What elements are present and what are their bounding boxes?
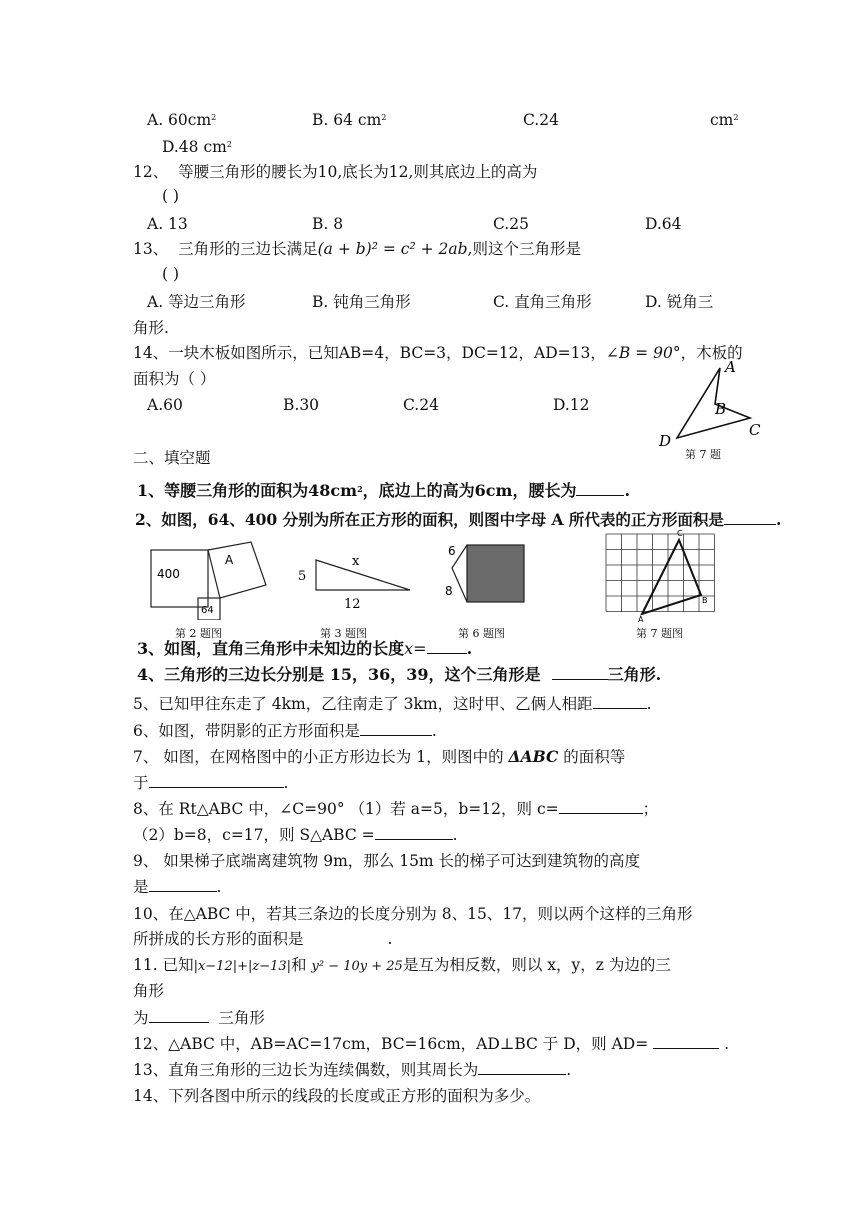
fill-q11: 11. 已知|x−12|+|z−13|和 y² − 10y + 25是互为相反数，则以 x，y，z 为边的三: [133, 956, 671, 974]
fill-q9-line2: 是 .: [133, 878, 222, 896]
fill-q6: 6、如图，带阴影的正方形面积是 .: [133, 722, 437, 740]
answer-blank[interactable]: [576, 481, 624, 496]
label-a: A: [725, 358, 736, 376]
fig3-triangle: [292, 550, 422, 615]
answer-blank[interactable]: [427, 639, 467, 654]
fill-q2: 2、如图，64、400 分别为所在正方形的面积，则图中字母 A 所代表的正方形面积是 .: [135, 510, 782, 529]
answer-blank[interactable]: [653, 1034, 719, 1049]
triangle-abc: [642, 540, 701, 614]
section-title: 二、填空题: [133, 449, 211, 467]
grid-lines: [606, 534, 715, 612]
q14-option-d: D.12: [553, 396, 590, 414]
fill-q8-line2: （2）b=8，c=17，则 S△ABC = .: [133, 826, 458, 844]
label-8: 8: [445, 584, 453, 598]
q13-option-c: C. 直角三角形: [493, 293, 592, 311]
fill-q1: 1、等腰三角形的面积为$48cm^2$，底边上的高为6cm，腰长为 .: [137, 481, 631, 500]
q12-option-b: B. 8: [312, 215, 344, 233]
label-a: A: [638, 615, 644, 623]
answer-blank[interactable]: [149, 877, 217, 892]
fill-q3: 3、如图，直角三角形中未知边的长度x= .: [137, 639, 473, 658]
answer-blank[interactable]: [724, 510, 776, 525]
board-outline: [677, 368, 750, 438]
fig7-grid: [600, 528, 725, 623]
fill-q7-line2: 于 .: [133, 774, 289, 792]
q12-stem: 12、 等腰三角形的腰长为10,底长为12,则其底边上的高为: [133, 163, 538, 181]
fig6-square: [440, 542, 540, 612]
q14-stem: 14、一块木板如图所示，已知AB=4，BC=3，DC=12，AD=13，∠B = 90°，木板的: [133, 344, 743, 362]
q11-option-c-unit: $cm^2$: [710, 111, 739, 129]
q12-option-d: D.64: [645, 215, 682, 233]
label-c: C: [677, 529, 683, 538]
fill-q4: 4、三角形的三边长分别是 15，36，39，这个三角形是 三角形.: [137, 665, 662, 684]
square-a: [208, 542, 266, 598]
label-d: D: [659, 432, 672, 450]
fig7-caption: 第 7 题图: [636, 627, 683, 640]
label-b: B: [715, 400, 727, 418]
q12-paren: ( ): [162, 187, 180, 205]
fill-q10-line2: 所拼成的长方形的面积是 .: [133, 930, 393, 948]
answer-blank[interactable]: [559, 799, 643, 814]
q14-figure: [655, 358, 770, 458]
fill-q13: 13、直角三角形的三边长为连续偶数，则其周长为 .: [133, 1061, 572, 1079]
fill-q11-line2: 角形: [133, 982, 165, 1000]
fill-q10: 10、在△ABC 中，若其三条边的长度分别为 8、15、17，则以两个这样的三角形: [133, 905, 693, 923]
q11-option-b: B. 64 $cm^2$: [312, 111, 387, 129]
q13-option-b: B. 钝角三角形: [312, 293, 411, 311]
label-6: 6: [448, 544, 456, 558]
label-12: 12: [344, 597, 361, 612]
right-triangle: [316, 560, 410, 590]
fill-q9: 9、 如果梯子底端离建筑物 9m，那么 15m 长的梯子可达到建筑物的高度: [133, 852, 641, 870]
label-5: 5: [298, 569, 307, 584]
fill-q12: 12、△ABC 中，AB=AC=17cm，BC=16cm，AD⊥BC 于 D，则 AD= .: [133, 1035, 730, 1053]
q13-paren: ( ): [162, 265, 180, 283]
fig6-caption: 第 6 题图: [458, 627, 505, 640]
q14-stem-line2: 面积为（ ）: [133, 370, 216, 388]
q11-option-d: D.48 $cm^2$: [162, 138, 232, 156]
label-a: A: [225, 553, 234, 567]
q14-option-c: C.24: [403, 396, 439, 414]
answer-blank[interactable]: [360, 721, 432, 736]
fig2-caption: 第 2 题图: [175, 627, 222, 640]
answer-blank[interactable]: [552, 665, 608, 680]
q14-option-b: B.30: [283, 396, 320, 414]
fill-q11-line3: 为 三角形: [133, 1009, 265, 1027]
shaded-square: [467, 545, 524, 602]
q13-stem: 13、 三角形的三边长满足(a + b)² = c² + 2ab,则这个三角形是: [133, 240, 581, 258]
fig3-caption: 第 3 题图: [320, 627, 367, 640]
fig2-squares: [145, 540, 275, 620]
fill-q14: 14、下列各图中所示的线段的长度或正方形的面积为多少。: [133, 1087, 541, 1105]
answer-blank[interactable]: [593, 694, 647, 709]
q12-option-a: A. 13: [147, 215, 188, 233]
label-b: B: [702, 596, 708, 605]
answer-blank[interactable]: [149, 773, 284, 788]
label-c: C: [749, 421, 761, 439]
q13-continuation: 角形.: [133, 319, 169, 337]
label-64: 64: [201, 605, 214, 616]
label-x: x: [352, 554, 360, 569]
q11-option-c: C.24: [523, 111, 559, 129]
q13-formula: (a + b)² = c² + 2ab: [317, 240, 468, 258]
fill-q5: 5、已知甲往东走了 4km，乙往南走了 3km，这时甲、乙俩人相距 .: [133, 695, 652, 713]
q13-option-a: A. 等边三角形: [147, 293, 246, 311]
q14-option-a: A.60: [147, 396, 183, 414]
fill-q8: 8、在 Rt△ABC 中，∠C=90° （1）若 a=5，b=12，则 c= ；: [133, 800, 659, 818]
q14-figure-caption: 第 7 题: [685, 448, 721, 461]
q12-option-c: C.25: [493, 215, 529, 233]
q13-option-d: D. 锐角三: [645, 293, 714, 311]
fill-q7: 7、 如图，在网格图中的小正方形边长为 1，则图中的 ΔABC 的面积等: [133, 747, 626, 766]
answer-blank[interactable]: [375, 825, 453, 840]
q11-option-a: A. $60cm^2$: [147, 111, 217, 129]
label-400: 400: [157, 567, 180, 581]
answer-blank[interactable]: [478, 1060, 566, 1075]
answer-blank[interactable]: [149, 1008, 209, 1023]
